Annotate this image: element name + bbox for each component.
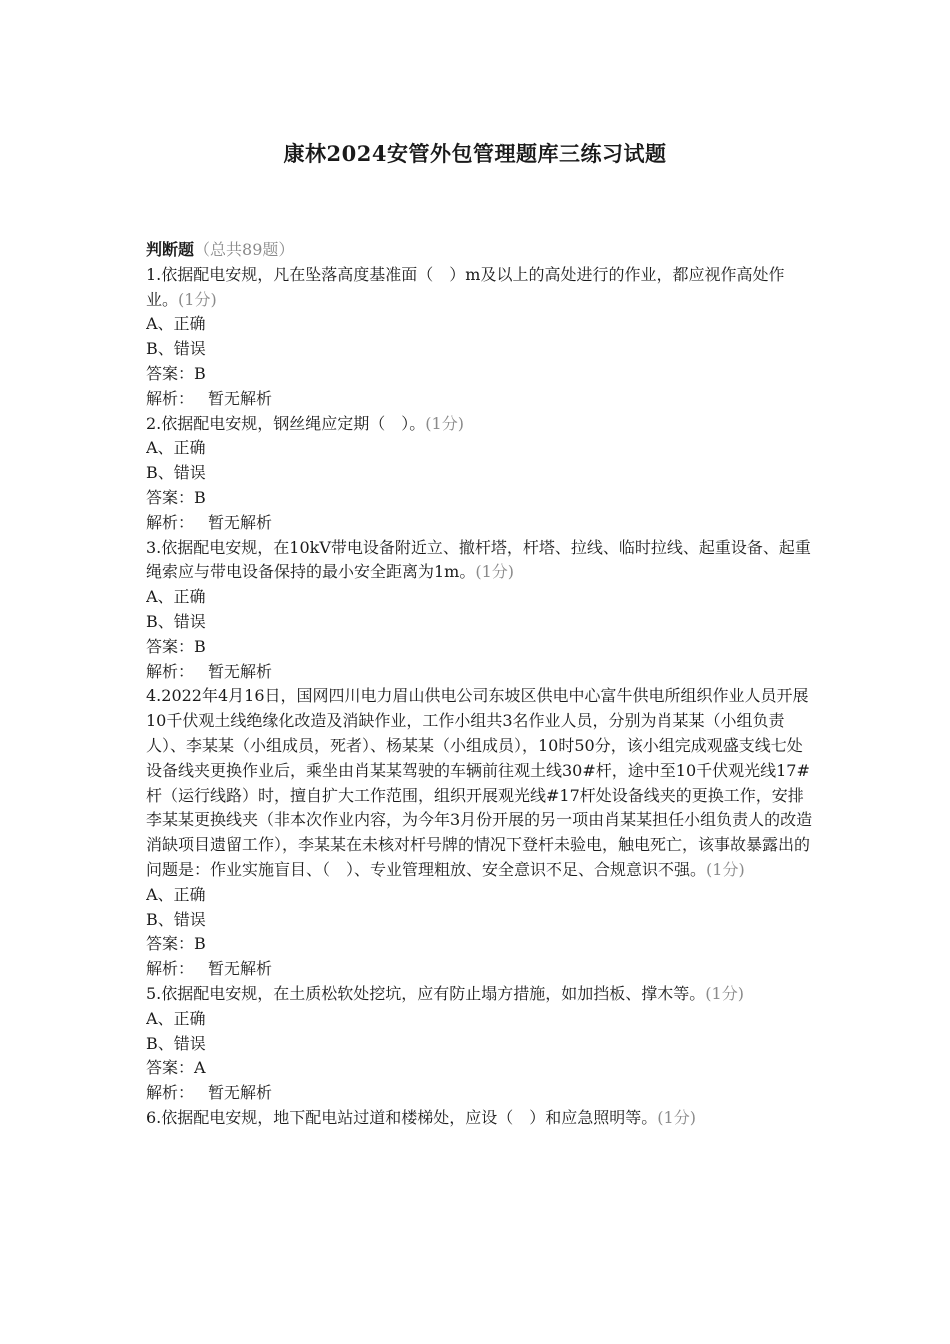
analysis-label: 解析： <box>146 661 195 681</box>
question-item <box>146 536 814 685</box>
analysis-value: 暂无解析 <box>208 388 273 408</box>
answer-line <box>146 635 814 660</box>
question-score: (1分) <box>475 562 515 582</box>
analysis-label: 解析： <box>146 388 195 408</box>
question-stem <box>146 1106 814 1131</box>
section-count: （总共89题） <box>194 240 295 259</box>
option-b: B、错误 <box>146 909 206 929</box>
analysis-value: 暂无解析 <box>208 1083 273 1103</box>
question-item <box>146 263 814 412</box>
analysis-value: 暂无解析 <box>208 661 273 681</box>
question-list <box>146 238 814 1131</box>
answer-value: B <box>194 363 206 383</box>
option-a: A、正确 <box>146 314 206 334</box>
question-stem <box>146 412 814 437</box>
analysis-value: 暂无解析 <box>208 959 273 979</box>
answer-line <box>146 932 814 957</box>
question-score: (1分) <box>706 859 745 879</box>
question-item <box>146 1106 814 1131</box>
analysis-label: 解析： <box>146 1083 195 1103</box>
answer-value: B <box>194 487 206 507</box>
question-item <box>146 412 814 536</box>
option-a: A、正确 <box>146 1008 206 1028</box>
question-stem <box>146 536 814 586</box>
analysis-label: 解析： <box>146 512 195 532</box>
analysis-line <box>146 660 814 685</box>
question-stem <box>146 684 814 882</box>
question-score: (1分) <box>657 1107 696 1127</box>
analysis-value: 暂无解析 <box>208 512 273 532</box>
question-text: 2.依据配电安规，钢丝绳应定期（ ）。 <box>146 413 426 433</box>
question-stem <box>146 982 814 1007</box>
analysis-line <box>146 1081 814 1106</box>
option-b: B、错误 <box>146 339 206 359</box>
analysis-line <box>146 511 814 536</box>
question-item <box>146 684 814 982</box>
analysis-label: 解析： <box>146 959 195 979</box>
option-a: A、正确 <box>146 884 206 904</box>
answer-label: 答案： <box>146 934 195 954</box>
question-item <box>146 982 814 1106</box>
section-name: 判断题 <box>146 240 195 259</box>
answer-label: 答案： <box>146 1058 195 1078</box>
analysis-line <box>146 957 814 982</box>
question-text: 5.依据配电安规，在土质松软处挖坑，应有防止塌方措施，如加挡板、撑木等。 <box>146 983 706 1003</box>
question-stem <box>146 263 814 313</box>
answer-line <box>146 486 814 511</box>
analysis-line <box>146 387 814 412</box>
section-header <box>146 238 814 263</box>
answer-value: B <box>194 636 206 656</box>
option-a: A、正确 <box>146 438 206 458</box>
question-text: 3.依据配电安规，在10kV带电设备附近立、撤杆塔，杆塔、拉线、临时拉线、起重设备、起重绳索应与带电设备保持的最小安全距离为1m。 <box>146 537 811 582</box>
answer-line <box>146 1056 814 1081</box>
page-title: 康林2024安管外包管理题库三练习试题 <box>283 141 667 166</box>
answer-label: 答案： <box>146 487 195 507</box>
answer-label: 答案： <box>146 363 195 383</box>
answer-label: 答案： <box>146 636 195 656</box>
option-b: B、错误 <box>146 1033 206 1053</box>
option-b: B、错误 <box>146 611 206 631</box>
question-text: 1.依据配电安规，凡在坠落高度基准面（ ）m及以上的高处进行的作业，都应视作高处作业。 <box>146 264 785 309</box>
question-text: 6.依据配电安规，地下配电站过道和楼梯处，应设（ ）和应急照明等。 <box>146 1107 658 1127</box>
answer-value: A <box>194 1058 206 1078</box>
option-a: A、正确 <box>146 587 206 607</box>
option-b: B、错误 <box>146 463 206 483</box>
question-score: (1分) <box>178 289 217 309</box>
question-text: 4.2022年4月16日，国网四川电力眉山供电公司东坡区供电中心富牛供电所组织作业人员开展10千伏观土线绝缘化改造及消缺作业，工作小组共3名作业人员，分别为肖某某（小组负责人）、李某某（小组成员，死者）、杨某某（小组成员），10时50分，该小组完成观盛支线七处设备线夹更换作业后，乘坐由肖某某驾驶的车辆前往观土线30#杆，途中至10千伏观光线17#杆（运行线路）时，擅自扩大工作范围，组织开展观光线#17杆处设备线夹的更换工作，安排李某某更换线夹（非本次作业内容，为今年3月份开展的另一项由肖某某担任小组负责人的改造消缺项目遗留工作），李某某在未核对杆号牌的情况下登杆未验电，触电死亡，该事故暴露出的问题是：作业实施盲目、（ ）、专业管理粗放、安全意识不足、合规意识不强。 <box>146 686 813 879</box>
answer-value: B <box>194 934 206 954</box>
question-score: (1分) <box>425 413 464 433</box>
question-score: (1分) <box>705 983 744 1003</box>
answer-line <box>146 362 814 387</box>
